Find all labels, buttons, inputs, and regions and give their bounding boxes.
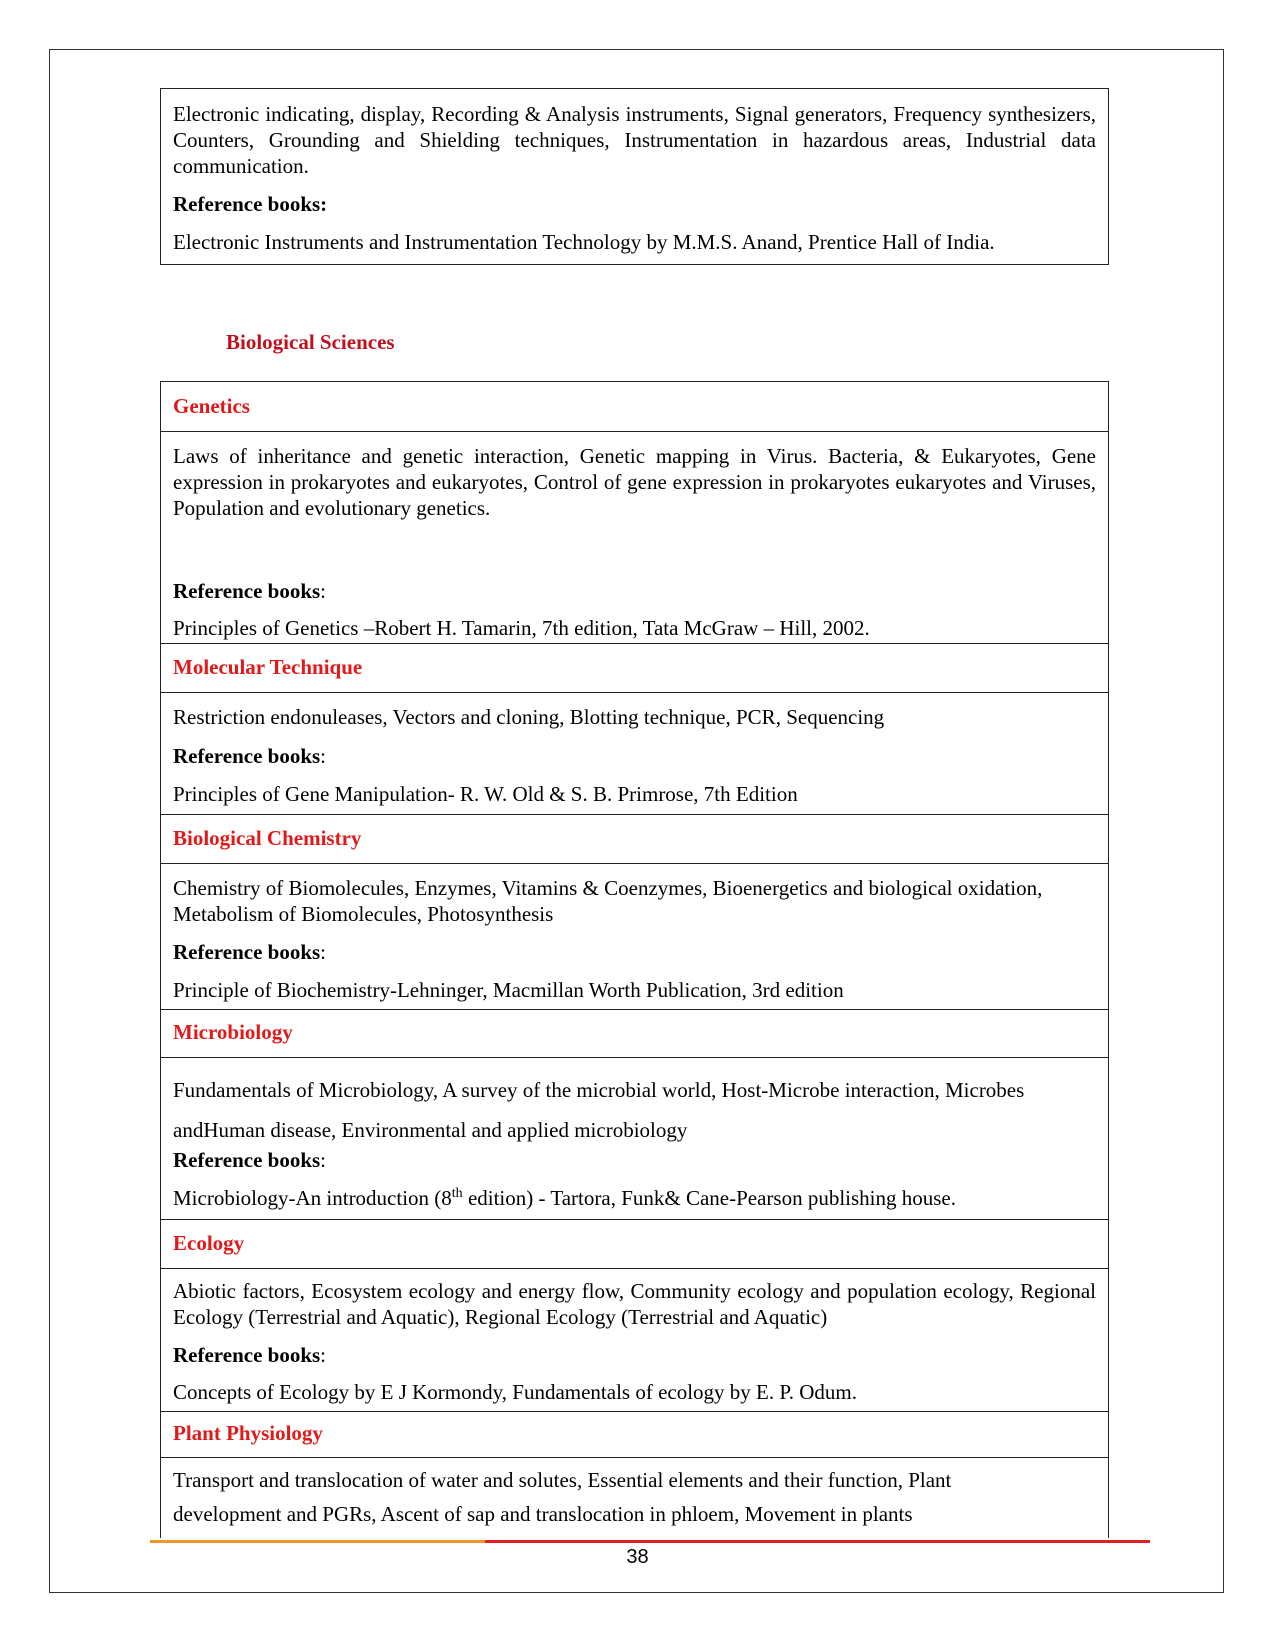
subjects-table: [160, 381, 1109, 1538]
subject-body-biological-chemistry: Chemistry of Biomolecules, Enzymes, Vitamins & Coenzymes, Bioenergetics and biological oxidation, Metabolism of Biomolecules, Photosynthesis: [173, 876, 1043, 926]
ref-label: Reference books:: [173, 1148, 327, 1172]
divider: [161, 1457, 1108, 1458]
ref-label: Reference books:: [173, 940, 327, 964]
divider: [161, 1411, 1108, 1412]
divider: [161, 692, 1108, 693]
ref-label: Reference books:: [173, 744, 327, 768]
divider: [161, 643, 1108, 644]
subject-ref-microbiology: Microbiology-An introduction (8th edition) - Tartora, Funk& Cane-Pearson publishing house.: [173, 1186, 957, 1210]
divider: [161, 431, 1108, 432]
subject-body-genetics: [161, 443, 1108, 521]
subject-title-plant-physiology: Plant Physiology: [173, 1421, 323, 1445]
subject-body-ecology: Abiotic factors, Ecosystem ecology and energy flow, Community ecology and population ecology, Regional Ecology (Terrestrial and Aquatic), Regional Ecology (Terrestrial and Aquatic): [173, 1279, 1096, 1329]
subject-title-genetics: Genetics: [173, 394, 250, 418]
subject-title-ecology: Ecology: [173, 1231, 245, 1255]
top-box: [160, 88, 1109, 265]
footer-rule-red: [485, 1540, 1150, 1543]
divider: [161, 1009, 1108, 1010]
divider: [161, 1219, 1108, 1220]
subject-ref-ecology: Concepts of Ecology by E J Kormondy, Fundamentals of ecology by E. P. Odum.: [173, 1380, 857, 1404]
top-box-ref-text: Electronic Instruments and Instrumentation Technology by M.M.S. Anand, Prentice Hall of India.: [173, 230, 995, 254]
divider: [161, 863, 1108, 864]
subject-title-molecular-technique: Molecular Technique: [173, 655, 363, 679]
subject-body-plant-physiology: Transport and translocation of water and solutes, Essential elements and their function, Plant development and PGRs, Ascent of sap and translocation in phloem, Movement in plants: [173, 1468, 952, 1526]
ref-label: Reference books:: [173, 1343, 327, 1367]
divider: [161, 814, 1108, 815]
subject-body-microbiology: Fundamentals of Microbiology, A survey of the microbial world, Host-Microbe interaction, Microbes andHuman disease, Environmental and applied microbiology: [173, 1078, 1025, 1142]
subject-title-biological-chemistry: Biological Chemistry: [173, 826, 362, 850]
page-number: 38: [626, 1546, 649, 1568]
subject-text: Laws of inheritance and genetic interaction, Genetic mapping in Virus. Bacteria, & Eukaryotes, Gene expression in prokaryotes and eukaryotes, Control of gene expression in prokaryotes eukaryotes and Viruses, Population and evolutionary genetics.: [173, 444, 1096, 520]
ref-label: Reference books:: [173, 579, 327, 603]
subject-title-microbiology: Microbiology: [173, 1020, 293, 1044]
section-title: Biological Sciences: [226, 330, 395, 354]
top-box-text: Electronic indicating, display, Recording & Analysis instruments, Signal generators, Frequency synthesizers, Counters, Grounding and Shielding techniques, Instrumentation in hazardous areas, Industrial data communication.: [173, 102, 1096, 178]
subject-ref-biological-chemistry: Principle of Biochemistry-Lehninger, Macmillan Worth Publication, 3rd edition: [173, 978, 844, 1002]
footer-rule-orange: [150, 1540, 485, 1543]
subject-ref-genetics: Principles of Genetics –Robert H. Tamarin, 7th edition, Tata McGraw – Hill, 2002.: [173, 616, 870, 640]
divider: [161, 1268, 1108, 1269]
subject-body-molecular-technique: Restriction endonuleases, Vectors and cloning, Blotting technique, PCR, Sequencing: [173, 705, 885, 729]
subject-ref-molecular-technique: Principles of Gene Manipulation- R. W. Old & S. B. Primrose, 7th Edition: [173, 782, 798, 806]
divider: [161, 1057, 1108, 1058]
top-box-ref-label: Reference books:: [173, 192, 328, 216]
